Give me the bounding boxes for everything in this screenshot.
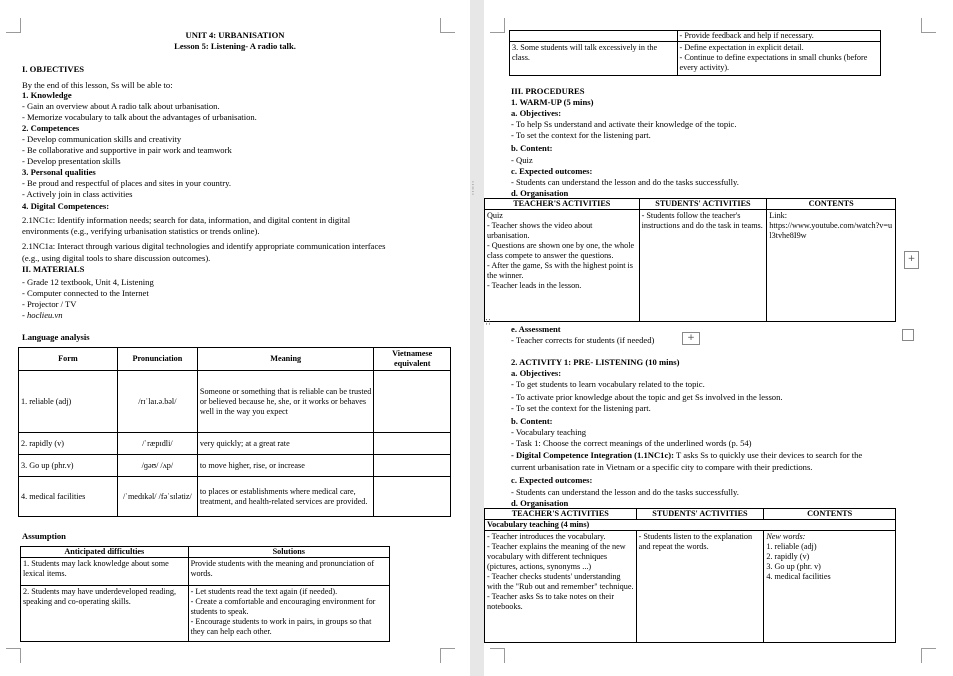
column-header: Vietnamese equivalent xyxy=(374,348,451,371)
vocabulary-teaching-label: Vocabulary teaching (4 mins) xyxy=(485,520,896,531)
outcomes-label: c. Expected outcomes: xyxy=(511,475,593,485)
document-page-right xyxy=(484,0,953,676)
column-header: Meaning xyxy=(197,348,374,371)
crop-mark xyxy=(6,18,21,33)
material-item: - Grade 12 textbook, Unit 4, Listening xyxy=(22,277,154,287)
content-item: - Vocabulary teaching xyxy=(511,427,587,437)
difficulty-cell: 3. Some students will talk excessively in the class. xyxy=(510,42,678,76)
form-cell: 3. Go up (phr.v) xyxy=(19,455,118,477)
column-header: TEACHER'S ACTIVITIES xyxy=(485,199,640,210)
table-row xyxy=(510,42,881,76)
organisation-label: d. Organisation xyxy=(511,498,569,508)
knowledge-heading: 1. Knowledge xyxy=(22,90,72,100)
warmup-organisation-table xyxy=(484,198,896,322)
digital-competence-text: 2.1NC1c: Identify information needs; search for data, information, and digital content in digital xyxy=(22,215,351,225)
add-column-button[interactable]: + xyxy=(904,251,919,269)
form-cell: 1. reliable (adj) xyxy=(19,371,118,433)
table-resize-handle-icon[interactable] xyxy=(902,329,914,341)
material-item: - Projector / TV xyxy=(22,299,77,309)
pronunciation-cell: /ˈræpɪdli/ xyxy=(117,433,197,455)
crop-mark xyxy=(921,18,936,33)
meaning-cell: very quickly; at a great rate xyxy=(197,433,374,455)
add-row-button[interactable]: + xyxy=(682,332,700,345)
digital-competence-text: environments (e.g., verifying urbanisation statistics or trends online). xyxy=(22,226,260,236)
objective-item: - To help Ss understand and activate their knowledge of the topic. xyxy=(511,119,737,129)
crop-mark xyxy=(6,648,21,663)
crop-mark xyxy=(490,18,505,33)
teacher-activities-cell: - Teacher introduces the vocabulary. - Teacher explains the meaning of the new vocabulary with different techniques (pictures, actions, synonyms ...) - Teacher checks students' understanding with the "Rub out and remember" technique. - Teacher asks Ss to take notes on their notebooks. xyxy=(485,531,637,643)
document-page-left xyxy=(0,0,470,676)
column-header: Pronunciation xyxy=(117,348,197,371)
competence-item: - Develop communication skills and creativity xyxy=(22,134,182,144)
material-item: - Computer connected to the Internet xyxy=(22,288,149,298)
competence-item: - Be collaborative and supportive in pair work and teamwork xyxy=(22,145,232,155)
assumption-table-continued xyxy=(509,30,881,76)
language-analysis-heading: Language analysis xyxy=(22,332,90,342)
pronunciation-cell: /ˈmedɪkəl/ /fəˈsɪlətiz/ xyxy=(117,477,197,517)
form-cell: 2. rapidly (v) xyxy=(19,433,118,455)
pronunciation-cell: /rɪˈlaɪ.ə.bəl/ xyxy=(117,371,197,433)
assessment-label: e. Assessment xyxy=(511,324,561,334)
objectives-label: a. Objectives: xyxy=(511,368,562,378)
content-item: - Quiz xyxy=(511,155,533,165)
student-activities-cell: - Students follow the teacher's instructions and do the task in teams. xyxy=(639,210,767,322)
crop-mark xyxy=(440,648,455,663)
difficulty-cell: 1. Students may lack knowledge about some lexical items. xyxy=(21,558,189,586)
materials-heading: II. MATERIALS xyxy=(22,264,85,274)
material-item: - hoclieu.vn xyxy=(22,310,63,320)
column-header: TEACHER'S ACTIVITIES xyxy=(485,509,637,520)
column-header: STUDENTS' ACTIVITIES xyxy=(639,199,767,210)
new-words-title: New words: xyxy=(766,532,806,541)
content-item: - Task 1: Choose the correct meanings of the underlined words (p. 54) xyxy=(511,438,752,448)
personal-qualities-heading: 3. Personal qualities xyxy=(22,167,96,177)
activity1-heading: 2. ACTIVITY 1: PRE- LISTENING (10 mins) xyxy=(511,357,680,367)
objective-item: - To set the context for the listening part. xyxy=(511,403,651,413)
digital-integration-line xyxy=(511,450,862,461)
competences-heading: 2. Competences xyxy=(22,123,80,133)
solution-cell: Provide students with the meaning and pronunciation of words. xyxy=(188,558,389,586)
warmup-heading: 1. WARM-UP (5 mins) xyxy=(511,97,594,107)
language-analysis-table xyxy=(18,347,451,517)
digital-integration-text: T asks Ss to quickly use their devices to search for the xyxy=(674,450,863,460)
column-header: Solutions xyxy=(188,547,389,558)
student-activities-cell: - Students listen to the explanation and repeat the words. xyxy=(636,531,764,643)
solution-cell: - Provide feedback and help if necessary. xyxy=(677,31,880,42)
vietnamese-cell xyxy=(374,455,451,477)
column-header: Anticipated difficulties xyxy=(21,547,189,558)
objective-item: - To get students to learn vocabulary related to the topic. xyxy=(511,379,705,389)
digital-integration-text: current urbanisation rate in Vietnam or a specific city to compare with their predictions. xyxy=(511,462,813,472)
table-row xyxy=(19,371,451,433)
column-header: Form xyxy=(19,348,118,371)
digital-competence-text: 2.1NC1a: Interact through various digital technologies and identify appropriate communication interfaces xyxy=(22,241,386,251)
pronunciation-cell: /ɡəʊ/ /ʌp/ xyxy=(117,455,197,477)
intro-text: By the end of this lesson, Ss will be able to: xyxy=(22,80,173,90)
page-drag-handle-icon[interactable]: ⋮ ⋮ xyxy=(469,180,477,196)
table-row xyxy=(510,31,881,42)
objectives-label: a. Objectives: xyxy=(511,108,562,118)
form-cell: 4. medical facilities xyxy=(19,477,118,517)
table-row xyxy=(485,531,896,643)
organisation-label: d. Organisation xyxy=(511,188,569,198)
personal-quality-item: - Be proud and respectful of places and sites in your country. xyxy=(22,178,231,188)
table-row xyxy=(19,477,451,517)
meaning-cell: Someone or something that is reliable can be trusted or believed because he, she, or it works or behaves well in the way you expect xyxy=(197,371,374,433)
meaning-cell: to move higher, rise, or increase xyxy=(197,455,374,477)
objective-item: - To activate prior knowledge about the topic and get Ss involved in the lesson. xyxy=(511,392,783,402)
solution-cell: - Let students read the text again (if needed). - Create a comfortable and encouraging environment for students to speak. - Encourage students to work in pairs, in groups so that they can help each other. xyxy=(188,586,389,642)
vietnamese-cell xyxy=(374,433,451,455)
column-header: STUDENTS' ACTIVITIES xyxy=(636,509,764,520)
content-label: b. Content: xyxy=(511,416,553,426)
vietnamese-cell xyxy=(374,371,451,433)
contents-cell: Link: https://www.youtube.com/watch?v=ul3tvhe8I9w xyxy=(767,210,896,322)
lesson-subtitle: Lesson 5: Listening- A radio talk. xyxy=(174,41,296,51)
objective-item: - To set the context for the listening part. xyxy=(511,130,651,140)
difficulty-cell: 2. Students may have underdeveloped reading, speaking and co-operating skills. xyxy=(21,586,189,642)
vietnamese-cell xyxy=(374,477,451,517)
knowledge-item: - Gain an overview about A radio talk about urbanisation. xyxy=(22,101,220,111)
activity1-organisation-table xyxy=(484,508,896,643)
column-header: CONTENTS xyxy=(764,509,896,520)
personal-quality-item: - Actively join in class activities xyxy=(22,189,133,199)
new-words-list: 1. reliable (adj) 2. rapidly (v) 3. Go up (phr. v) 4. medical facilities xyxy=(766,542,831,581)
content-label: b. Content: xyxy=(511,143,553,153)
competence-item: - Develop presentation skills xyxy=(22,156,121,166)
outcome-item: - Students can understand the lesson and do the tasks successfully. xyxy=(511,177,739,187)
difficulty-cell xyxy=(510,31,678,42)
table-row xyxy=(21,586,390,642)
lesson-unit-title: UNIT 4: URBANISATION xyxy=(185,30,285,40)
table-row xyxy=(485,210,896,322)
digital-competence-text: (e.g., using digital tools to share discussion outcomes). xyxy=(22,253,211,263)
solution-cell: - Define expectation in explicit detail. - Continue to define expectations in small chunks (before every activity). xyxy=(677,42,880,76)
teacher-activities-cell: Quiz - Teacher shows the video about urbanisation. - Questions are shown one by one, the whole class compete to answer the questions. - After the game, Ss with the highest point is the winner. - Teacher leads in the lesson. xyxy=(485,210,640,322)
procedures-heading: III. PROCEDURES xyxy=(511,86,585,96)
table-row xyxy=(19,455,451,477)
outcome-item: - Students can understand the lesson and do the tasks successfully. xyxy=(511,487,739,497)
assumption-table xyxy=(20,546,390,642)
assumption-heading: Assumption xyxy=(22,531,66,541)
table-row xyxy=(21,558,390,586)
assessment-item: - Teacher corrects for students (if needed) xyxy=(511,335,655,345)
crop-mark xyxy=(921,648,936,663)
crop-mark xyxy=(490,648,505,663)
outcomes-label: c. Expected outcomes: xyxy=(511,166,593,176)
table-move-handle-icon[interactable]: ⁝⁝ xyxy=(485,318,491,328)
digital-competences-heading: 4. Digital Competences: xyxy=(22,201,110,211)
contents-cell xyxy=(764,531,896,643)
objectives-heading: I. OBJECTIVES xyxy=(22,64,85,74)
digital-integration-label: - Digital Competence Integration (1.1NC1c): xyxy=(511,450,675,460)
table-row xyxy=(19,433,451,455)
meaning-cell: to places or establishments where medical care, treatment, and health-related services are provided. xyxy=(197,477,374,517)
column-header: CONTENTS xyxy=(767,199,896,210)
knowledge-item: - Memorize vocabulary to talk about the advantages of urbanisation. xyxy=(22,112,257,122)
